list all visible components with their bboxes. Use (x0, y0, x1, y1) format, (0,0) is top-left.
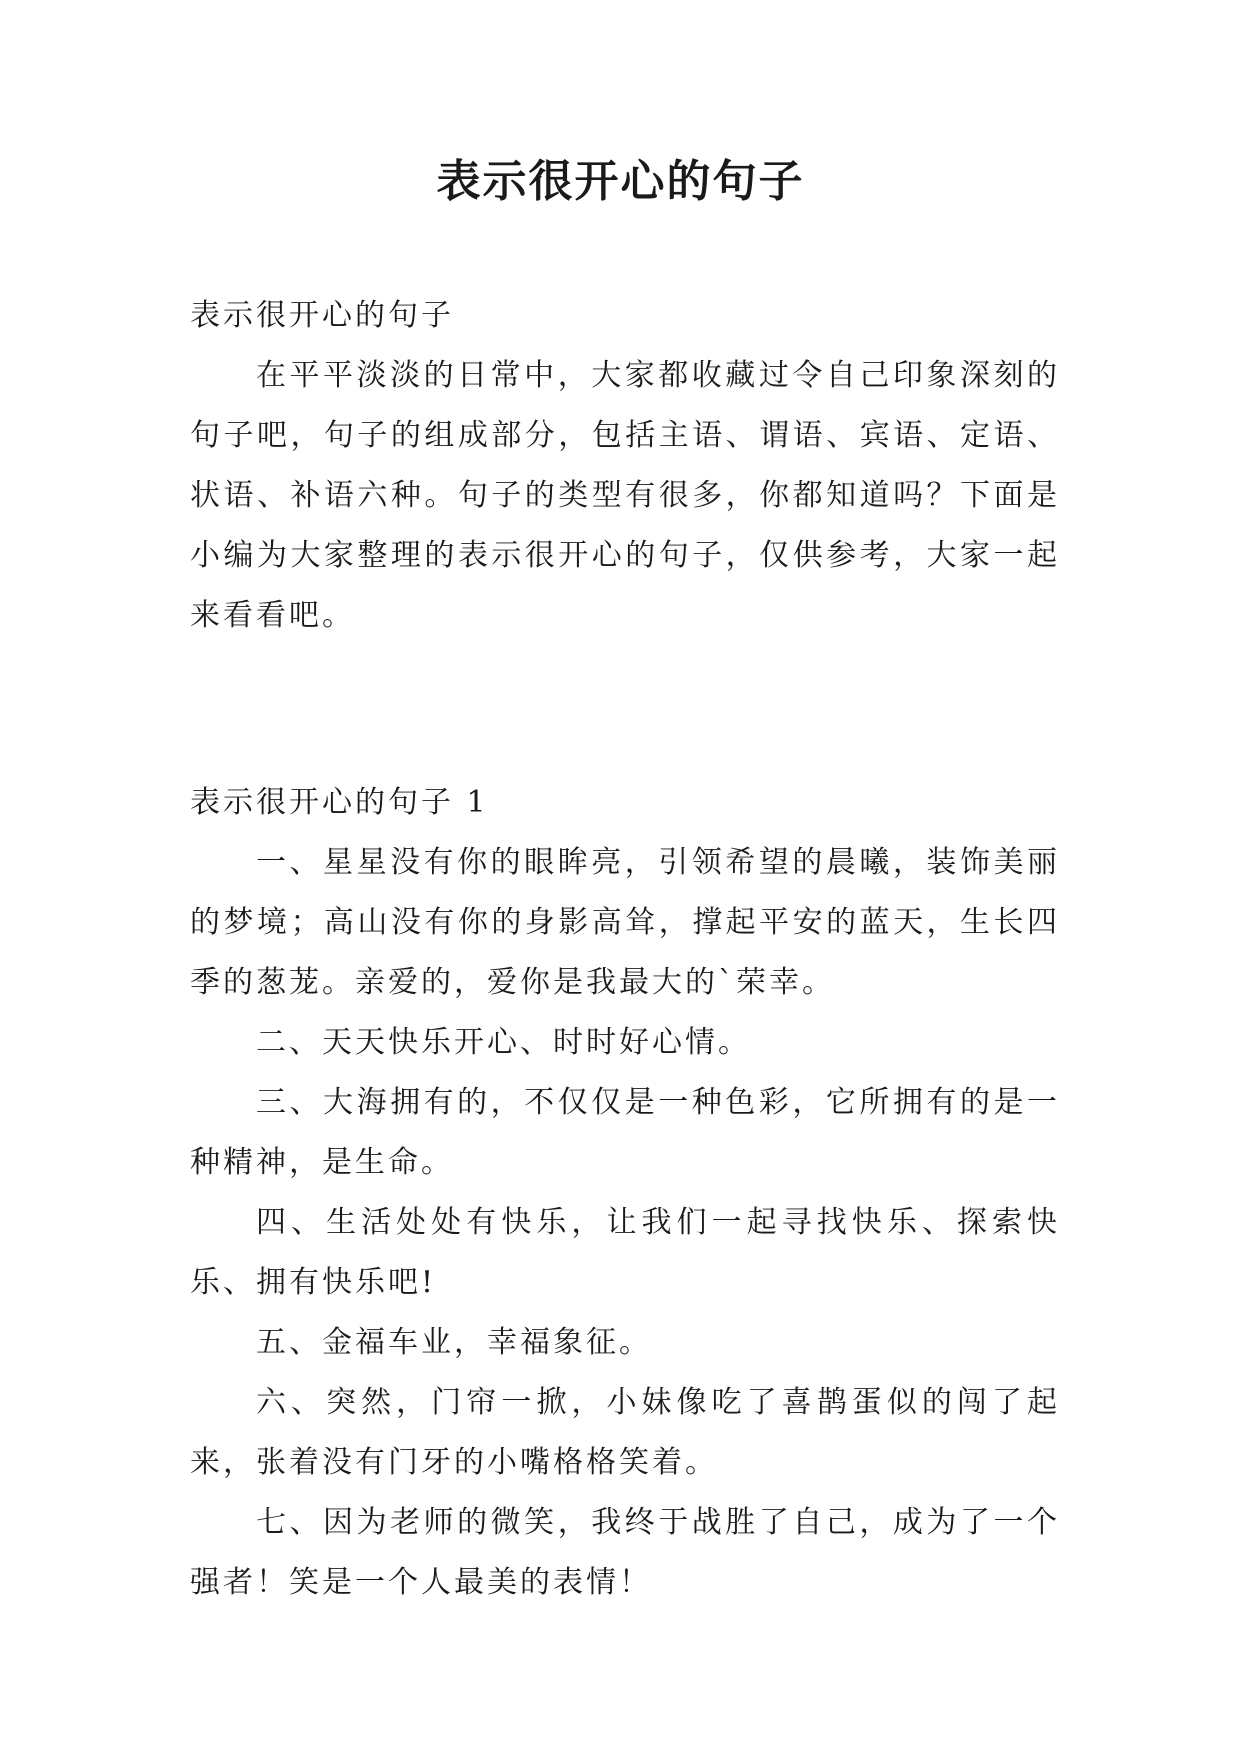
page-title: 表示很开心的句子 (436, 156, 805, 207)
section-spacer (190, 646, 1060, 773)
list-item: 四、生活处处有快乐，让我们一起寻找快乐、探索快乐、拥有快乐吧! (190, 1205, 1060, 1300)
list-item: 二、天天快乐开心、时时好心情。 (256, 1025, 751, 1060)
document-body (190, 286, 1060, 1613)
list-item: 三、大海拥有的，不仅仅是一种色彩，它所拥有的是一种精神，是生命。 (190, 1085, 1060, 1180)
intro-paragraph: 在平平淡淡的日常中，大家都收藏过令自己印象深刻的句子吧，句子的组成部分，包括主语、谓语、宾语、定语、状语、补语六种。句子的类型有很多，你都知道吗？下面是小编为大家整理的表示很开心的句子，仅供参考，大家一起来看看吧。 (190, 358, 1060, 633)
document-subtitle: 表示很开心的句子 (190, 298, 454, 333)
section-heading: 表示很开心的句子 1 (190, 785, 489, 820)
list-item: 五、金福车业，幸福象征。 (256, 1325, 652, 1360)
list-item: 一、星星没有你的眼眸亮，引领希望的晨曦，装饰美丽的梦境；高山没有你的身影高耸，撑起平安的蓝天，生长四季的葱茏。亲爱的，爱你是我最大的`荣幸。 (190, 845, 1060, 1000)
list-item: 七、因为老师的微笑，我终于战胜了自己，成为了一个强者！笑是一个人最美的表情！ (190, 1505, 1060, 1600)
list-item: 六、突然，门帘一掀，小妹像吃了喜鹊蛋似的闯了起来，张着没有门牙的小嘴格格笑着。 (190, 1385, 1060, 1480)
